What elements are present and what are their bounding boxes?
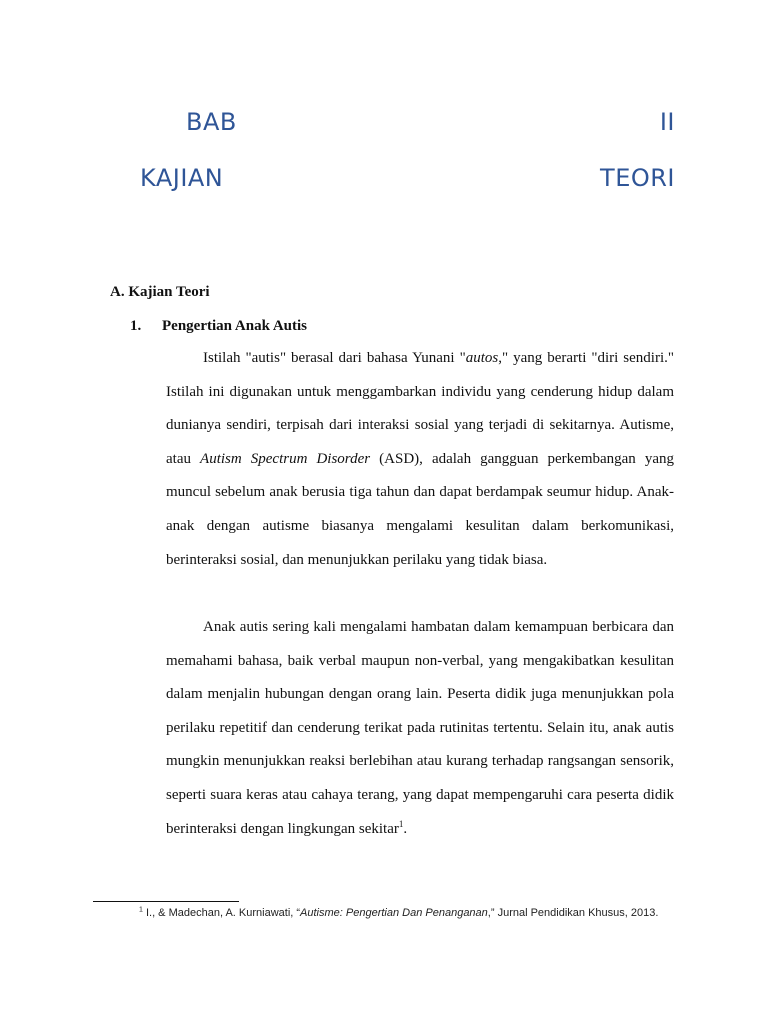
paragraph-1-text-a: Istilah "autis" berasal dari bahasa Yunani " [203,350,466,366]
paragraph-2 [166,611,674,846]
paragraph-1-italic-asd: Autism Spectrum Disorder [200,450,371,467]
footnote-marker: 1 [139,906,143,914]
footnote [139,905,674,921]
footnote-title: Autisme: Pengertian Dan Penanganan [300,907,488,919]
chapter-number: II [659,108,675,136]
chapter-title [140,164,675,192]
paragraph-1-italic-autos: autos [465,350,499,366]
footnote-source: ,” Jurnal Pendidikan Khusus, 2013. [487,907,659,919]
paragraph-2-end: . [403,820,408,837]
subsection-label: Pengertian Anak Autis [162,318,308,334]
chapter-title-word1: KAJIAN [140,164,224,192]
section-title: A. Kajian Teori [110,284,210,300]
subsection-number: 1. [130,318,142,334]
subsection-title [130,318,307,335]
paragraph-2-text: Anak autis sering kali mengalami hambatan dalam kemampuan berbicara dan memahami bahasa, baik verbal maupun non-verbal, yang mengakibatkan kesulitan dalam menjalin hubungan dengan orang lain. Peserta didik juga menunjukkan pola perilaku repetitif dan cenderung terikat pada rutinitas tertentu. Selain itu, anak autis mungkin menunjukkan reaksi berlebihan atau kurang terhadap rangsangan sensorik, seperti suara keras atau cahaya terang, yang dapat mempengaruhi cara peserta didik berinteraksi dengan lingkungan sekitar [166,619,674,837]
chapter-title-word2: TEORI [600,164,675,192]
chapter-bab: BAB [186,108,237,136]
footnote-separator [93,901,239,902]
chapter-heading [140,108,675,136]
paragraph-1 [166,342,674,577]
footnote-authors: I., & Madechan, A. Kurniawati, “ [142,907,301,919]
footnote-reference[interactable]: 1 [398,818,404,829]
paragraph-1-text-b: ," yang berarti "diri sendiri." Istilah ini digunakan untuk menggambarkan individu yang cenderung hidup dalam dunianya sendiri, terpisah dari interaksi sosial yang terjadi di sekitarnya. Autisme, atau [166,350,674,467]
paragraph-1-text-c: (ASD), adalah gangguan perkembangan yang muncul sebelum anak berusia tiga tahun dan dapat berdampak seumur hidup. Anak-anak dengan autisme biasanya mengalami kesulitan dalam berkomunikasi, berinteraksi sosial, dan menunjukkan perilaku yang tidak biasa. [166,450,675,568]
